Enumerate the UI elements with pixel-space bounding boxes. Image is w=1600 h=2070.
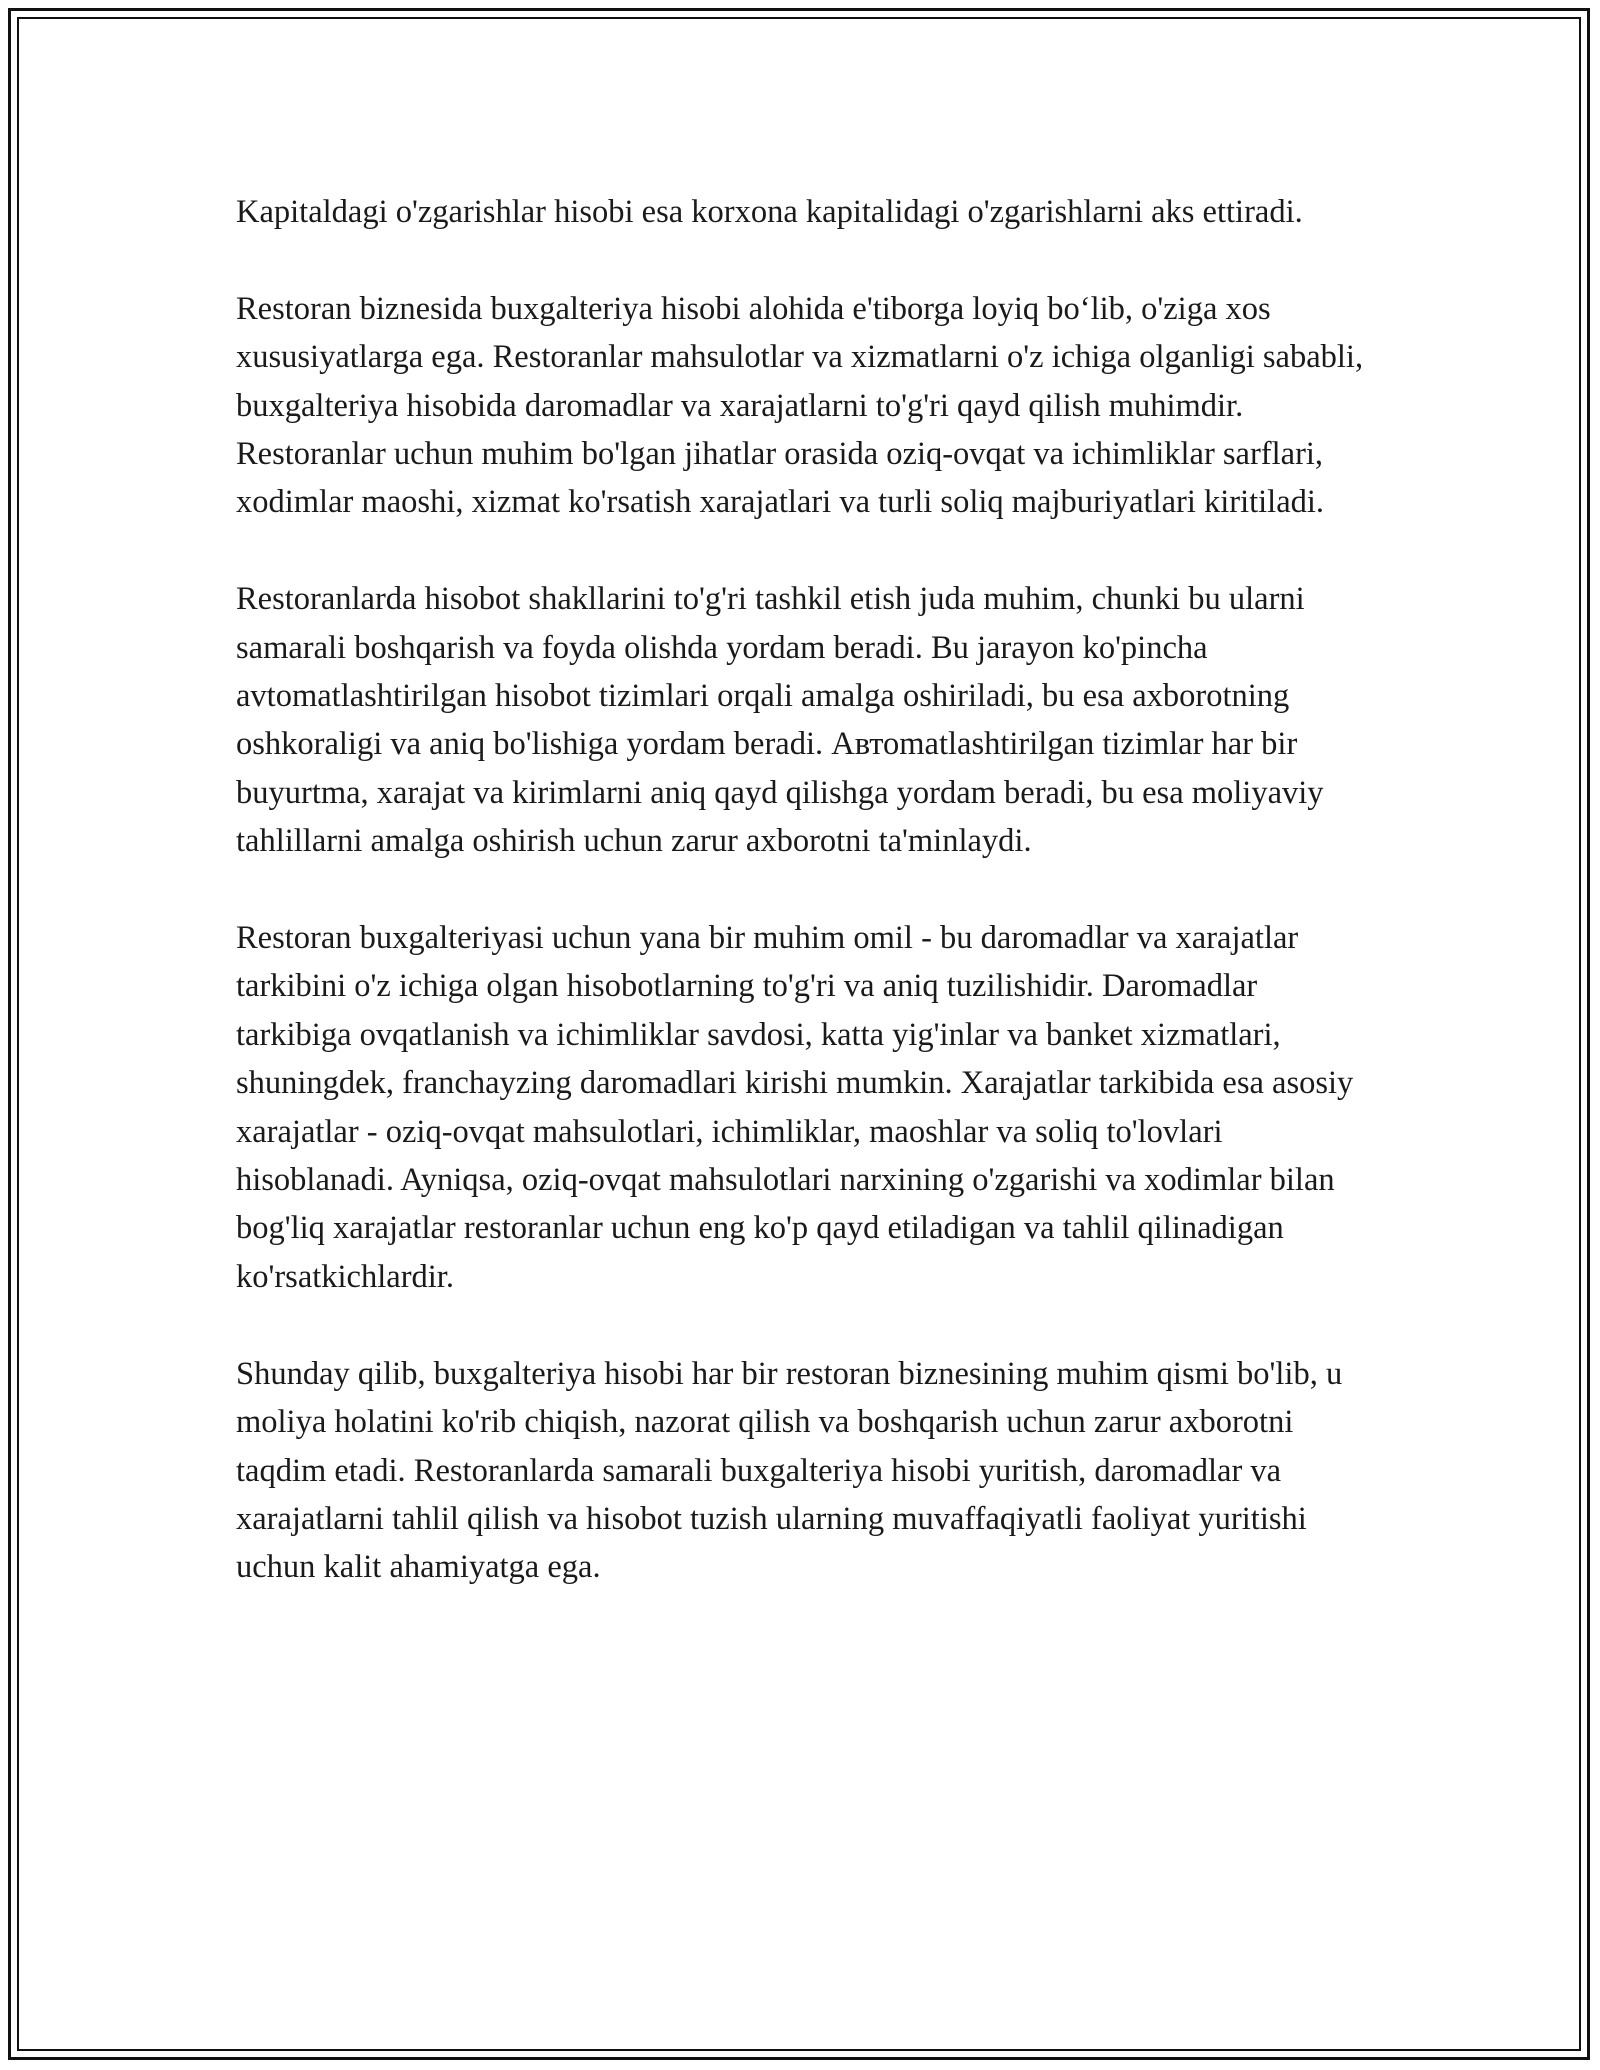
document-body (236, 188, 1366, 1640)
paragraph-income-expenses: Restoran buxgalteriyasi uchun yana bir muhim omil - bu daromadlar va xarajatlar tarkibini o'z ichiga olgan hisobotlarning to'g'ri va aniq tuzilishidir. Daromadlar tarkibiga ovqatlanish va ichimliklar savdosi, katta yig'inlar va banket xizmatlari, shuningdek, franchayzing daromadlari kirishi mumkin. Xarajatlar tarkibida esa asosiy xarajatlar - oziq-ovqat mahsulotlari, ichimliklar, maoshlar va soliq to'lovlari hisoblanadi. Ayniqsa, oziq-ovqat mahsulotlari narxining o'zgarishi va xodimlar bilan bog'liq xarajatlar restoranlar uchun eng ko'p qayd etiladigan va tahlil qilinadigan ko'rsatkichlardir. (236, 920, 1354, 1295)
paragraph-reporting-forms: Restoranlarda hisobot shakllarini to'g'ri tashkil etish juda muhim, chunki bu ularni samarali boshqarish va foyda olishda yordam beradi. Bu jarayon ko'pincha avtomatlashtirilgan hisobot tizimlari orqali amalga oshiriladi, bu esa axborotning oshkoraligi va aniq bo'lishiga yordam beradi. Автоmatlashtirilgan tizimlar har bir buyurtma, xarajat va kirimlarni aniq qayd qilishga yordam beradi, bu esa moliyaviy tahlillarni amalga oshirish uchun zarur axborotni ta'minlaydi. (236, 581, 1324, 860)
paragraph-restaurant-accounting: Restoran biznesida buxgalteriya hisobi alohida e'tiborga loyiq bo‘lib, o'ziga xos xususiyatlarga ega. Restoranlar mahsulotlar va xizmatlarni o'z ichiga olganligi sababli, buxgalteriya hisobida daromadlar va xarajatlarni to'g'ri qayd qilish muhimdir. Restoranlar uchun muhim bo'lgan jihatlar orasida oziq-ovqat va ichimliklar sarflari, xodimlar maoshi, xizmat ko'rsatish xarajatlari va turli soliq majburiyatlari kiritiladi. (236, 290, 1364, 521)
paragraph-conclusion: Shunday qilib, buxgalteriya hisobi har bir restoran biznesining muhim qismi bo'lib, u moliya holatini ko'rib chiqish, nazorat qilish va boshqarish uchun zarur axborotni taqdim etadi. Restoranlarda samarali buxgalteriya hisobi yuritish, daromadlar va xarajatlarni tahlil qilish va hisobot tuzish ularning muvaffaqiyatli faoliyat yuritishi uchun kalit ahamiyatga ega. (236, 1355, 1343, 1586)
paragraph-capital-changes: Kapitaldagi o'zgarishlar hisobi esa korxona kapitalidagi o'zgarishlarni aks ettiradi. (236, 194, 1303, 230)
